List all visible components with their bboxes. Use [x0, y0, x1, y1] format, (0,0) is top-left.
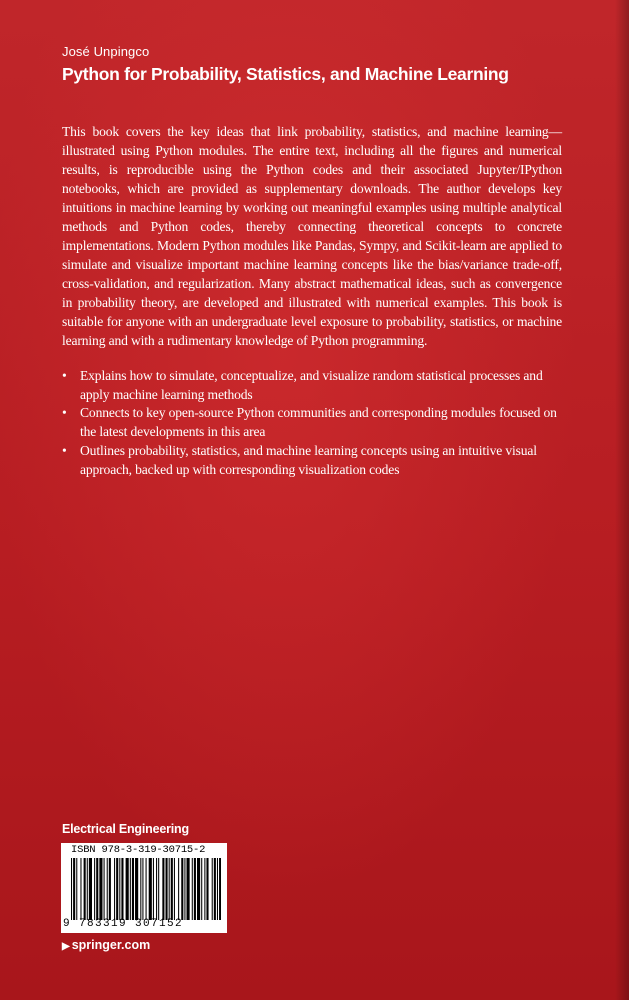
feature-text: Connects to key open-source Python communities and corresponding modules focused on the latest developments in this area — [80, 405, 557, 440]
bullet-icon: • — [62, 405, 67, 421]
arrow-icon: ▶ — [62, 941, 70, 952]
feature-item — [62, 404, 572, 441]
isbn-barcode — [61, 843, 227, 933]
feature-text: Explains how to simulate, conceptualize, and visualize random statistical processes and apply machine learning methods — [80, 368, 543, 402]
bullet-icon: • — [62, 442, 67, 458]
feature-item — [62, 367, 572, 404]
subject-category: Electrical Engineering — [62, 822, 189, 836]
publisher-website — [62, 938, 150, 952]
isbn-label: ISBN 978-3-319-30715-2 — [71, 844, 206, 856]
book-title: Python for Probability, Statistics, and Machine Learning — [62, 64, 509, 84]
website-url: springer.com — [71, 938, 151, 952]
feature-item — [62, 442, 572, 479]
barcode-bars-icon — [71, 858, 221, 920]
bullet-icon: • — [62, 368, 67, 383]
book-description: This book covers the key ideas that link probability, statistics, and machine learning—illustrated using Python modules. The entire text, including all the figures and numerical results, is reproducible using the Python codes and their associated Jupyter/IPython notebooks, which are provided as supplementary downloads. The author develops key intuitions in machine learning by working out meaningful examples using multiple analytical methods and Python codes, thereby connecting theoretical concepts to concrete implementations. Modern Python modules like Pandas, Sympy, and Scikit-learn are applied to simulate and visualize important machine learning concepts like the bias/variance trade-off, cross-validation, and regularization. Many abstract mathematical ideas, such as convergence in probability theory, are developed and illustrated with numerical examples. This book is suitable for anyone with an undergraduate level exposure to probability, statistics, or machine learning and with a rudimentary knowledge of Python programming. — [62, 124, 562, 348]
barcode-digits: 9 783319 307152 — [63, 918, 184, 930]
author-name: José Unpingco — [62, 44, 150, 59]
feature-text: Outlines probability, statistics, and machine learning concepts using an intuitive visual approach, backed up with corresponding visualization codes — [80, 442, 537, 477]
feature-list — [62, 367, 572, 479]
spine-shadow — [615, 0, 629, 1000]
